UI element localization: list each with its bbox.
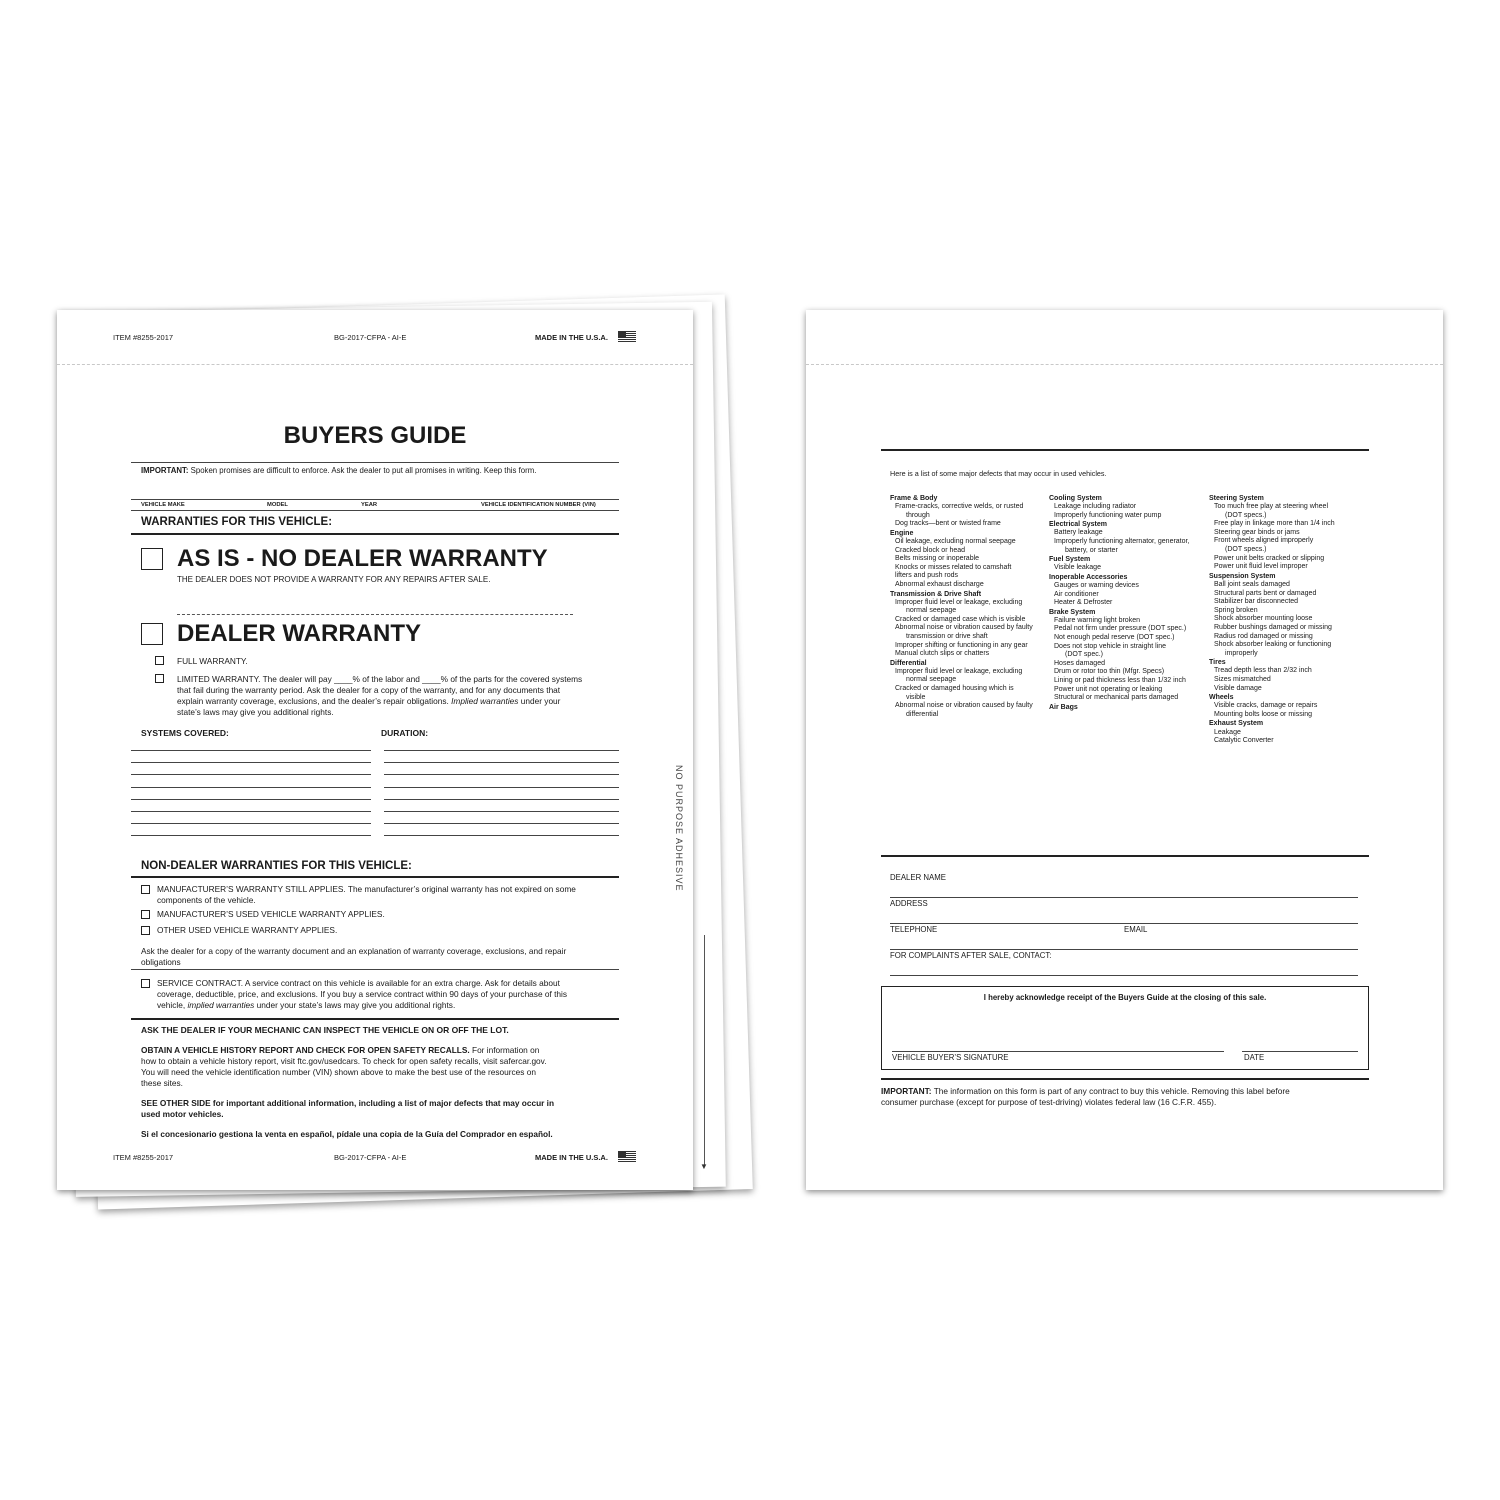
back-important-notice: IMPORTANT: The information on this form is part of any contract to buy this vehicle. Removing this label before consumer purchase (except for purpose of test-driving) violates federal law (16 C.F.R. 455). [881, 1086, 1290, 1107]
defect-item: (DOT specs.) [1225, 511, 1267, 519]
defect-item: Abnormal noise or vibration caused by faulty [895, 624, 1033, 632]
defect-item: Front wheels aligned improperly [1214, 537, 1314, 545]
defect-item: Radius rod damaged or missing [1214, 632, 1313, 640]
defect-item: Steering gear binds or jams [1214, 528, 1300, 536]
other-used-label: OTHER USED VEHICLE WARRANTY APPLIES. [157, 925, 338, 935]
non-dealer-rule [131, 876, 619, 878]
defect-category: Wheels [1209, 694, 1234, 702]
defect-item: Catalytic Converter [1214, 737, 1274, 745]
defect-item: Leakage including radiator [1054, 503, 1137, 511]
telephone-label: TELEPHONE [890, 925, 938, 934]
signature-line[interactable] [892, 1051, 1224, 1052]
defect-category: Cooling System [1049, 495, 1102, 502]
defect-item: Cracked or damaged case which is visible [895, 615, 1026, 623]
field-label-make: VEHICLE MAKE [141, 502, 185, 508]
defect-item: Abnormal noise or vibration caused by faulty [895, 702, 1033, 710]
ask-copy-text: Ask the dealer for a copy of the warranty document and an explanation of warranty coverage, exclusions, and repair obligations [141, 946, 567, 967]
non-dealer-heading: NON-DEALER WARRANTIES FOR THIS VEHICLE: [141, 860, 412, 872]
defect-category: Differential [890, 659, 927, 667]
defect-category: Engine [890, 529, 914, 537]
defects-column-3 [1209, 494, 1369, 746]
defect-item: (DOT spec.) [1065, 651, 1103, 659]
defect-item: Abnormal exhaust discharge [895, 580, 984, 588]
defect-item: Structural parts bent or damaged [1214, 589, 1317, 597]
defects-column-1 [890, 494, 1045, 719]
duration-label: DURATION: [381, 728, 429, 738]
defect-item: Improper fluid level or leakage, excluding [895, 598, 1023, 606]
date-line[interactable] [1242, 1051, 1358, 1052]
defect-item: Improperly functioning alternator, generator, [1054, 537, 1190, 545]
address-line[interactable] [890, 923, 1358, 924]
defect-item: Battery leakage [1054, 529, 1103, 537]
write-in-line[interactable] [131, 823, 371, 824]
address-label: ADDRESS [890, 899, 928, 908]
defect-category: Frame & Body [890, 495, 938, 502]
defect-item: normal seepage [906, 676, 957, 684]
warranties-heading: WARRANTIES FOR THIS VEHICLE: [141, 516, 333, 528]
defect-category: Tires [1209, 659, 1226, 667]
defect-item: Heater & Defroster [1054, 599, 1113, 607]
defect-item: Shock absorber leaking or functioning [1214, 641, 1332, 649]
defect-category: Exhaust System [1209, 720, 1264, 728]
write-in-line[interactable] [384, 835, 619, 836]
write-in-line[interactable] [131, 762, 371, 763]
defect-item: Tread depth less than 2/32 inch [1214, 667, 1312, 675]
perforation-line [57, 364, 693, 365]
defect-item: Too much free play at steering wheel [1214, 503, 1329, 511]
defect-item: Mounting bolts loose or missing [1214, 710, 1313, 718]
defect-item: Frame-cracks, corrective welds, or rusted [895, 503, 1024, 511]
mfr-used-label: MANUFACTURER’S USED VEHICLE WARRANTY APPLIES. [157, 909, 385, 919]
limited-warranty-text: LIMITED WARRANTY. The dealer will pay ____% of the labor and ____% of the parts for the covered systems that fail during the warranty period. Ask the dealer for a copy of the warranty, and for any documents that explain warranty coverage, exclusions, and the dealer’s repair obligations. Implied warranties under your state’s laws may give you additional rights. [177, 674, 583, 717]
defect-item: improperly [1225, 649, 1258, 657]
defect-item: Belts missing or inoperable [895, 555, 980, 563]
defect-item: Does not stop vehicle in straight line [1054, 642, 1167, 650]
warranties-heading-rule [131, 533, 619, 535]
footer-form-code: BG-2017-CFPA - AI-E [334, 1153, 407, 1162]
important-rule [881, 1078, 1369, 1080]
defect-category: Fuel System [1049, 556, 1091, 564]
mechanic-notice: ASK THE DEALER IF YOUR MECHANIC CAN INSPECT THE VEHICLE ON OR OFF THE LOT. [141, 1025, 509, 1035]
page-title: BUYERS GUIDE [283, 422, 467, 449]
defect-item: visible [906, 693, 926, 701]
email-label: EMAIL [1124, 925, 1148, 934]
defect-item: Spring broken [1214, 606, 1258, 614]
footer-item-number: ITEM #8255-2017 [113, 1153, 174, 1162]
defect-category: Transmission & Drive Shaft [890, 590, 982, 598]
write-in-line[interactable] [384, 799, 619, 800]
service-rule-bottom [131, 1018, 619, 1020]
write-in-line[interactable] [384, 823, 619, 824]
defect-item: Ball joint seals damaged [1214, 580, 1290, 588]
write-in-line[interactable] [131, 835, 371, 836]
defect-item: Visible cracks, damage or repairs [1214, 702, 1318, 710]
write-in-line[interactable] [384, 774, 619, 775]
defects-top-rule [881, 449, 1369, 451]
telephone-email-line[interactable] [890, 949, 1358, 950]
field-label-vin: VEHICLE IDENTIFICATION NUMBER (VIN) [481, 502, 596, 508]
see-other-side: SEE OTHER SIDE for important additional information, including a list of major defects that may occur in used motor vehicles. [141, 1098, 555, 1119]
defect-item: Power unit not operating or leaking [1054, 685, 1163, 693]
defect-item: Dog tracks—bent or twisted frame [895, 520, 1001, 528]
defect-category: Inoperable Accessories [1049, 573, 1128, 581]
dealer-name-label: DEALER NAME [890, 873, 946, 882]
defect-item: battery, or starter [1065, 546, 1118, 554]
defect-item: Knocks or misses related to camshaft [895, 563, 1012, 571]
defect-item: Cracked block or head [895, 546, 966, 554]
acknowledgment-text: I hereby acknowledge receipt of the Buyers Guide at the closing of this sale. [983, 993, 1267, 1002]
defect-category: Steering System [1209, 495, 1264, 502]
defect-item: Not enough pedal reserve (DOT spec.) [1054, 634, 1175, 641]
complaints-line[interactable] [890, 975, 1358, 976]
spanish-notice: Si el concesionario gestiona la venta en español, pídale una copia de la Guía del Comprador en español. [141, 1129, 553, 1139]
write-in-line[interactable] [131, 787, 371, 788]
mfr-warranty-text: MANUFACTURER’S WARRANTY STILL APPLIES. The manufacturer’s original warranty has not expired on some components of the vehicle. [157, 884, 576, 905]
write-in-line[interactable] [384, 811, 619, 812]
as-is-subtitle: THE DEALER DOES NOT PROVIDE A WARRANTY FOR ANY REPAIRS AFTER SALE. [177, 575, 491, 584]
title-rule [131, 462, 619, 463]
important-notice: IMPORTANT: Spoken promises are difficult to enforce. Ask the dealer to put all promises in writing. Keep this form. [141, 466, 537, 475]
defect-item: Drum or rotor too thin (Mfgr. Specs) [1054, 668, 1165, 676]
write-in-line[interactable] [384, 787, 619, 788]
defect-item: Failure warning light broken [1054, 616, 1140, 624]
write-in-line[interactable] [384, 762, 619, 763]
write-in-line[interactable] [131, 774, 371, 775]
defect-category: Brake System [1049, 608, 1096, 616]
perforation-line [806, 364, 1443, 365]
defect-item: Power unit belts cracked or slipping [1214, 554, 1325, 562]
footer-made-in-usa: MADE IN THE U.S.A. [535, 1153, 608, 1162]
as-is-title: AS IS - NO DEALER WARRANTY [177, 545, 548, 572]
defect-item: Visible leakage [1054, 564, 1101, 572]
vehicle-fields-bottom-rule [131, 510, 619, 511]
mfr-warranty-checkbox[interactable] [141, 885, 150, 894]
defect-category: Electrical System [1049, 521, 1107, 529]
header-item-number: ITEM #8255-2017 [113, 333, 174, 342]
defect-item: Manual clutch slips or chatters [895, 650, 990, 658]
defect-category: Suspension System [1209, 572, 1276, 580]
defect-item: (DOT specs.) [1225, 546, 1267, 554]
defect-item: through [906, 511, 930, 519]
defect-item: Rubber bushings damaged or missing [1214, 623, 1332, 631]
vehicle-fields-rule [131, 499, 619, 500]
dealer-info-top-rule [881, 855, 1369, 857]
field-label-year: YEAR [361, 502, 378, 508]
service-rule-top [131, 969, 619, 970]
defect-item: Lining or pad thickness less than 1/32 inch [1054, 676, 1186, 684]
defects-intro: Here is a list of some major defects that may occur in used vehicles. [890, 469, 1107, 478]
date-label: DATE [1244, 1053, 1265, 1062]
defect-item: Power unit fluid level improper [1214, 563, 1308, 571]
us-flag-icon [618, 1151, 636, 1163]
defect-item: Hoses damaged [1054, 659, 1105, 667]
systems-covered-label: SYSTEMS COVERED: [141, 728, 229, 738]
defect-item: transmission or drive shaft [906, 633, 988, 640]
defects-column-2 [1049, 494, 1209, 712]
defect-item: Shock absorber mounting loose [1214, 615, 1313, 623]
buyers-guide-back-page [806, 310, 1443, 1190]
arrow-down-icon: ▼ [700, 1162, 708, 1171]
defect-item: Structural or mechanical parts damaged [1054, 694, 1179, 702]
write-in-line[interactable] [131, 799, 371, 800]
header-made-in-usa: MADE IN THE U.S.A. [535, 333, 608, 342]
write-in-line[interactable] [131, 811, 371, 812]
full-warranty-label: FULL WARRANTY. [177, 656, 248, 666]
dealer-warranty-checkbox[interactable] [141, 623, 163, 645]
as-is-checkbox[interactable] [141, 548, 163, 570]
defect-item: Improper fluid level or leakage, excluding [895, 667, 1023, 675]
defect-item: Leakage [1214, 728, 1241, 736]
dealer-name-line[interactable] [890, 897, 1358, 898]
service-contract-text: SERVICE CONTRACT. A service contract on this vehicle is available for an extra charge. Ask for details about coverage, deductible, price, and exclusions. If you buy a service contract within 90 days of your purchase of this vehicle, implied warranties under your state’s laws may give you additional rights. [157, 978, 567, 1010]
defect-item: lifters and push rods [895, 572, 959, 580]
service-contract-checkbox[interactable] [141, 979, 150, 988]
defect-item: Improper shifting or functioning in any gear [895, 641, 1028, 649]
write-in-line[interactable] [384, 750, 619, 751]
defect-item: Air conditioner [1054, 590, 1099, 598]
limited-warranty-checkbox[interactable] [155, 674, 164, 683]
defect-item: Pedal not firm under pressure (DOT spec.) [1054, 625, 1187, 633]
defect-item: differential [906, 710, 939, 718]
acknowledgment-box [881, 986, 1369, 1070]
dealer-warranty-title: DEALER WARRANTY [177, 620, 421, 647]
defect-item: Free play in linkage more than 1/4 inch [1214, 520, 1335, 528]
buyers-guide-front-page [57, 310, 693, 1190]
dashed-separator [177, 614, 573, 615]
defect-item: Sizes mismatched [1214, 675, 1271, 683]
defect-item: Oil leakage, excluding normal seepage [895, 537, 1016, 545]
field-label-model: MODEL [267, 502, 288, 508]
adhesive-side-text: NO PURPOSE ADHESIVE [674, 765, 684, 892]
defect-item: normal seepage [906, 607, 957, 615]
defect-item: Cracked or damaged housing which is [895, 685, 1014, 693]
defect-item: Gauges or warning devices [1054, 581, 1139, 589]
mfr-used-checkbox[interactable] [141, 910, 150, 919]
adhesive-guide-line [704, 935, 705, 1165]
defect-item: Stabilizer bar disconnected [1214, 598, 1299, 606]
complaints-label: FOR COMPLAINTS AFTER SALE, CONTACT: [890, 951, 1052, 960]
us-flag-icon [618, 331, 636, 343]
other-used-checkbox[interactable] [141, 926, 150, 935]
write-in-line[interactable] [131, 750, 371, 751]
defect-item: Visible damage [1214, 684, 1262, 692]
defect-category: Air Bags [1049, 703, 1078, 711]
full-warranty-checkbox[interactable] [155, 656, 164, 665]
history-report-text: OBTAIN A VEHICLE HISTORY REPORT AND CHECK FOR OPEN SAFETY RECALLS. For information on how to obtain a vehicle history report, visit ftc.gov/usedcars. To check for open safety recalls, visit safercar.gov. You will need the vehicle identification number (VIN) shown above to make the best use of the resources on these sites. [141, 1045, 547, 1088]
signature-label: VEHICLE BUYER’S SIGNATURE [892, 1053, 1009, 1062]
defect-item: Improperly functioning water pump [1054, 511, 1162, 519]
header-form-code: BG-2017-CFPA - AI-E [334, 333, 407, 342]
